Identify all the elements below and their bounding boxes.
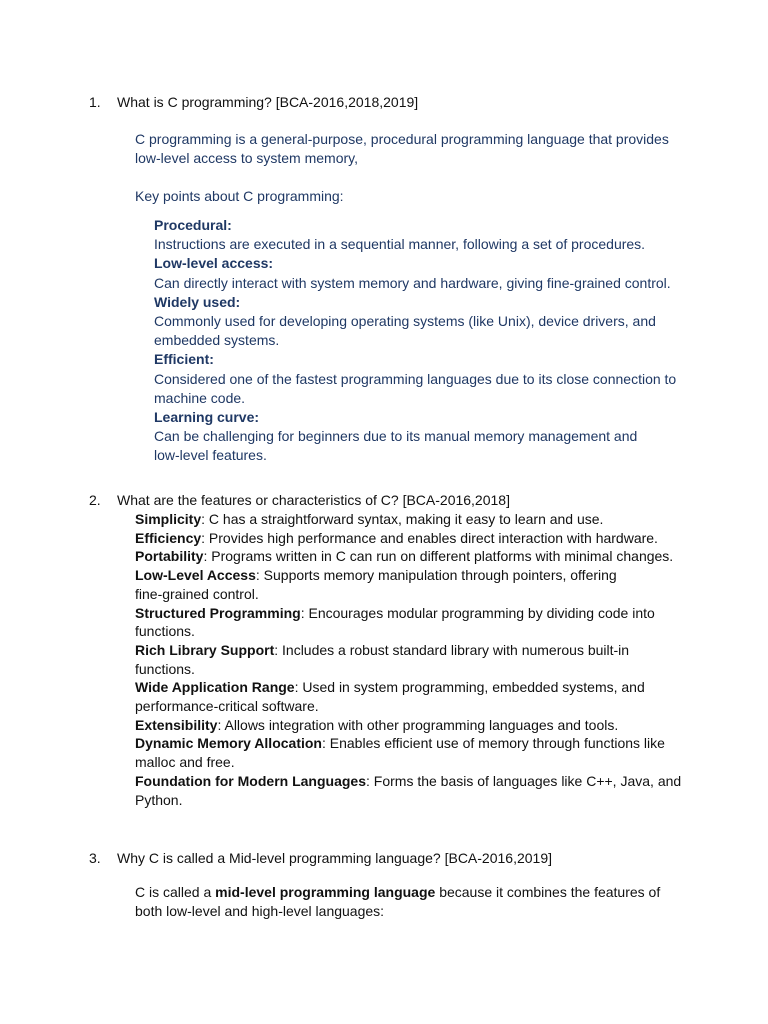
feature-item: Rich Library Support: Includes a robust standard library with numerous built-in [135, 641, 630, 658]
feature-item-cont: functions. [135, 660, 195, 677]
feature-item-cont: Python. [135, 791, 183, 808]
q3-answer: C is called a mid-level programming language because it combines the features of both low-level and high-level languages: [135, 884, 661, 919]
feature-item: Structured Programming: Encourages modular programming by dividing code into [135, 604, 655, 621]
feature-item: Dynamic Memory Allocation: Enables efficient use of memory through functions like [135, 735, 665, 752]
q1-key-heading: Key points about C programming: [135, 188, 344, 204]
feature-item: Low-Level Access: Supports memory manipulation through pointers, offering [135, 567, 617, 584]
key-point-term: Learning curve: [154, 409, 260, 426]
key-point-text: Considered one of the fastest programming languages due to its close connection to [154, 370, 677, 387]
feature-item: Efficiency: Provides high performance and enables direct interaction with hardware. [135, 529, 658, 546]
question-title: Why C is called a Mid-level programming language? [BCA-2016,2019] [117, 850, 552, 866]
question-title: What is C programming? [BCA-2016,2018,2019] [117, 94, 419, 110]
question-2-heading [89, 491, 510, 509]
q1-key-points [154, 216, 694, 466]
key-point-text: machine code. [154, 389, 246, 406]
q1-intro: C programming is a general-purpose, procedural programming language that provides low-level access to system memory, [135, 131, 669, 166]
question-title: What are the features or characteristics of C? [BCA-2016,2018] [117, 492, 510, 508]
feature-item: Foundation for Modern Languages: Forms the basis of languages like C++, Java, and [135, 772, 682, 789]
question-1-heading [89, 93, 418, 111]
question-number: 3. [89, 850, 101, 866]
feature-item: Wide Application Range: Used in system programming, embedded systems, and [135, 679, 645, 696]
question-number: 2. [89, 492, 101, 508]
key-point-term: Efficient: [154, 351, 214, 368]
key-point-text: embedded systems. [154, 332, 280, 349]
feature-item-cont: performance-critical software. [135, 698, 319, 715]
key-point-text: Can directly interact with system memory and hardware, giving fine-grained control. [154, 274, 671, 291]
question-3-heading [89, 849, 552, 867]
feature-item: Portability: Programs written in C can run on different platforms with minimal changes. [135, 548, 674, 565]
key-point-text: Instructions are executed in a sequential manner, following a set of procedures. [154, 236, 646, 253]
key-point-text: Commonly used for developing operating systems (like Unix), device drivers, and [154, 313, 656, 330]
key-point-text: low-level features. [154, 447, 267, 464]
feature-item-cont: functions. [135, 623, 195, 640]
feature-item-cont: fine-grained control. [135, 585, 259, 602]
key-point-term: Widely used: [154, 293, 241, 310]
key-point-term: Low-level access: [154, 255, 274, 272]
q2-feature-list [135, 510, 695, 809]
question-number: 1. [89, 94, 101, 110]
feature-item: Simplicity: C has a straightforward syntax, making it easy to learn and use. [135, 511, 604, 527]
feature-item-cont: malloc and free. [135, 754, 235, 771]
feature-item: Extensibility: Allows integration with other programming languages and tools. [135, 716, 619, 733]
key-point-term: Procedural: [154, 217, 232, 233]
key-point-text: Can be challenging for beginners due to its manual memory management and [154, 428, 638, 445]
